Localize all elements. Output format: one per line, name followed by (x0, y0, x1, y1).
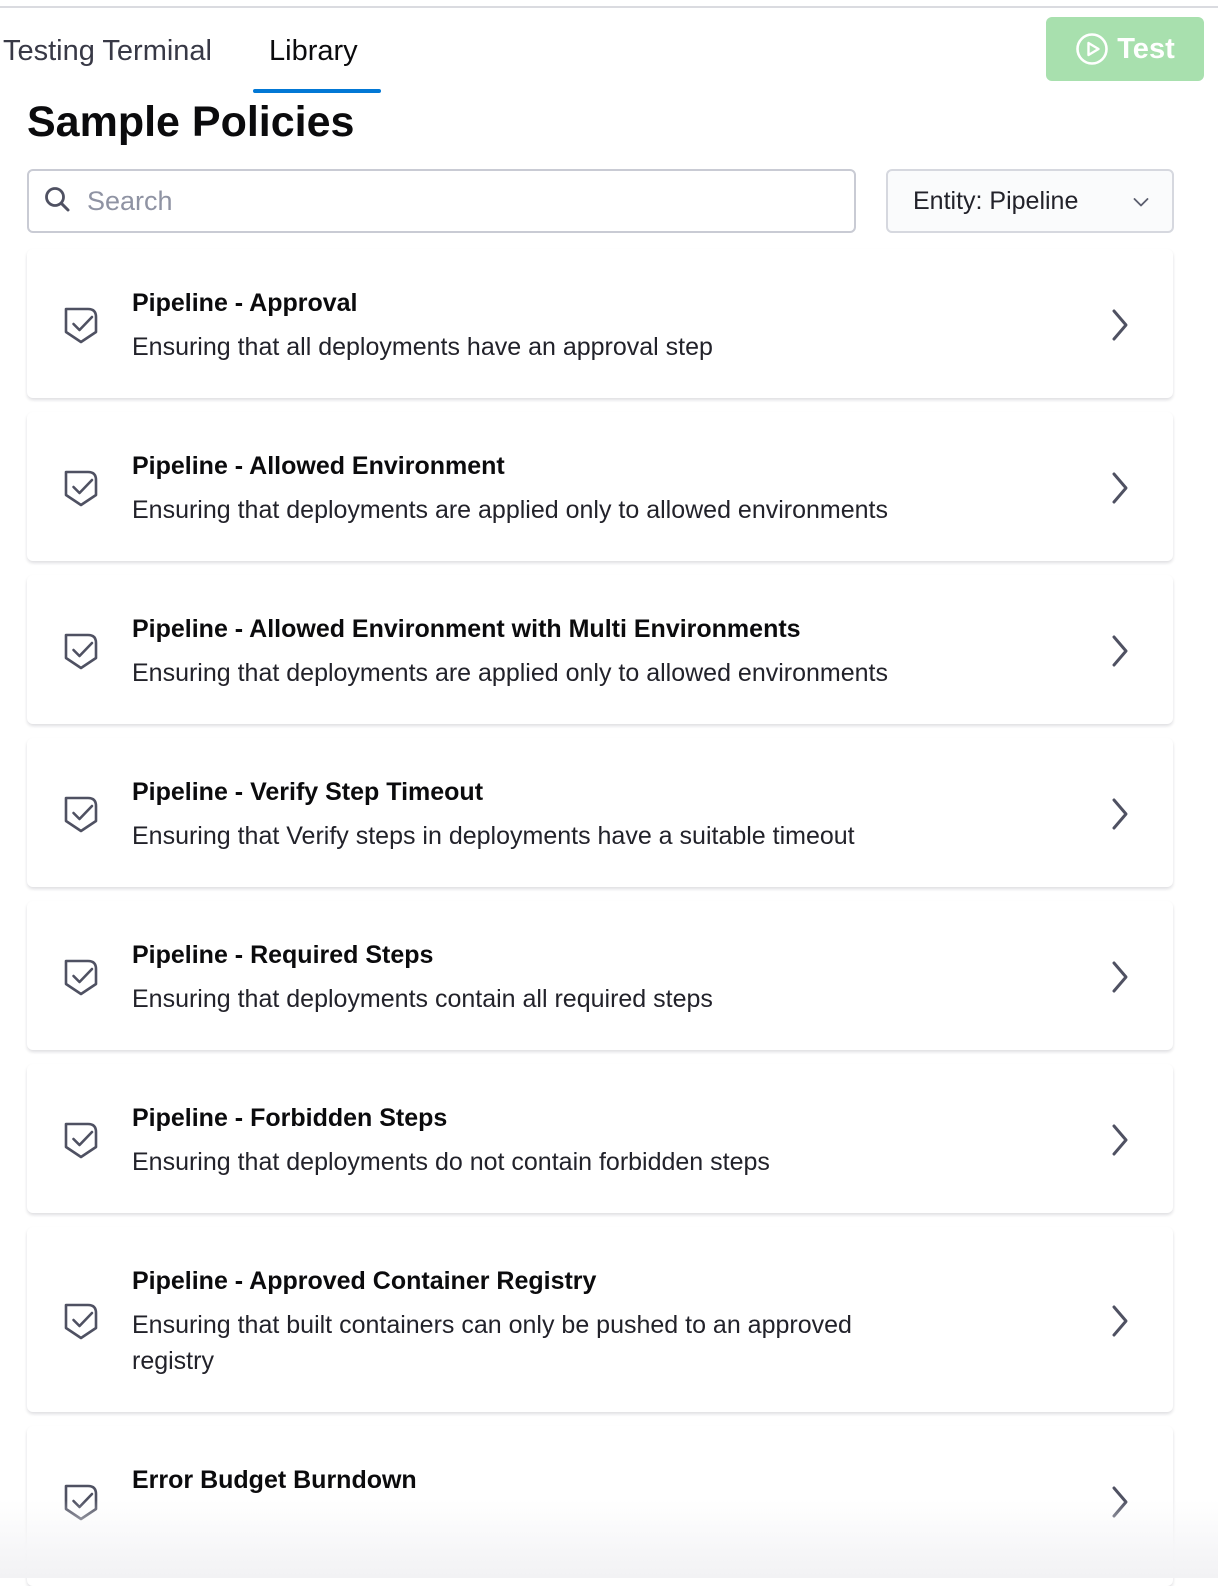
tab-testing-terminal[interactable]: Testing Terminal (3, 35, 213, 67)
policy-card[interactable] (27, 901, 1173, 1050)
policy-name: Error Budget Burndown (132, 1466, 417, 1494)
policy-name: Pipeline - Approved Container Registry (132, 1267, 597, 1295)
chevron-right-icon (1109, 796, 1131, 832)
policy-description: Ensuring that all deployments have an approval step (132, 333, 713, 361)
shield-check-icon (63, 794, 99, 834)
policy-name: Pipeline - Approval (132, 289, 358, 317)
policy-card[interactable] (27, 1064, 1173, 1213)
chevron-right-icon (1109, 633, 1131, 669)
policy-description: Ensuring that deployments contain all required steps (132, 985, 713, 1013)
policy-card[interactable] (27, 738, 1173, 887)
shield-check-icon (63, 1482, 99, 1522)
policy-card[interactable] (27, 412, 1173, 561)
chevron-right-icon (1109, 1484, 1131, 1520)
policy-name: Pipeline - Allowed Environment (132, 452, 505, 480)
entity-filter-label: Entity: Pipeline (913, 187, 1079, 215)
policy-name: Pipeline - Forbidden Steps (132, 1104, 448, 1132)
shield-check-icon (63, 957, 99, 997)
chevron-right-icon (1109, 1122, 1131, 1158)
chevron-right-icon (1109, 1303, 1131, 1339)
policy-card[interactable] (27, 1227, 1173, 1412)
test-button-label: Test (1117, 32, 1175, 65)
policy-card[interactable] (27, 249, 1173, 398)
chevron-right-icon (1109, 307, 1131, 343)
policy-description: Ensuring that built containers can only be pushed to an approved registry (132, 1311, 852, 1375)
chevron-down-icon (1132, 193, 1150, 211)
policy-name: Pipeline - Allowed Environment with Multi Environments (132, 615, 801, 643)
search-input[interactable] (87, 171, 827, 231)
active-tab-indicator (253, 89, 381, 93)
chevron-right-icon (1109, 470, 1131, 506)
top-divider (0, 6, 1218, 8)
chevron-right-icon (1109, 959, 1131, 995)
policy-name: Pipeline - Verify Step Timeout (132, 778, 484, 806)
shield-check-icon (63, 305, 99, 345)
shield-check-icon (63, 1301, 99, 1341)
policy-card[interactable] (27, 1426, 1173, 1586)
entity-filter-dropdown[interactable] (886, 169, 1174, 233)
policy-card[interactable] (27, 575, 1173, 724)
policy-name: Pipeline - Required Steps (132, 941, 434, 969)
search-box (27, 169, 856, 233)
policy-description: Ensuring that deployments do not contain forbidden steps (132, 1148, 770, 1176)
tab-library[interactable]: Library (269, 35, 358, 67)
shield-check-icon (63, 631, 99, 671)
page-title: Sample Policies (27, 98, 355, 146)
test-button[interactable] (1046, 17, 1204, 81)
shield-check-icon (63, 468, 99, 508)
play-circle-icon (1075, 32, 1109, 66)
shield-check-icon (63, 1120, 99, 1160)
policy-description: Ensuring that deployments are applied only to allowed environments (132, 659, 889, 687)
policy-description: Ensuring that Verify steps in deployments have a suitable timeout (132, 822, 855, 850)
search-icon (43, 185, 73, 215)
policy-description: Ensuring that deployments are applied only to allowed environments (132, 496, 889, 524)
